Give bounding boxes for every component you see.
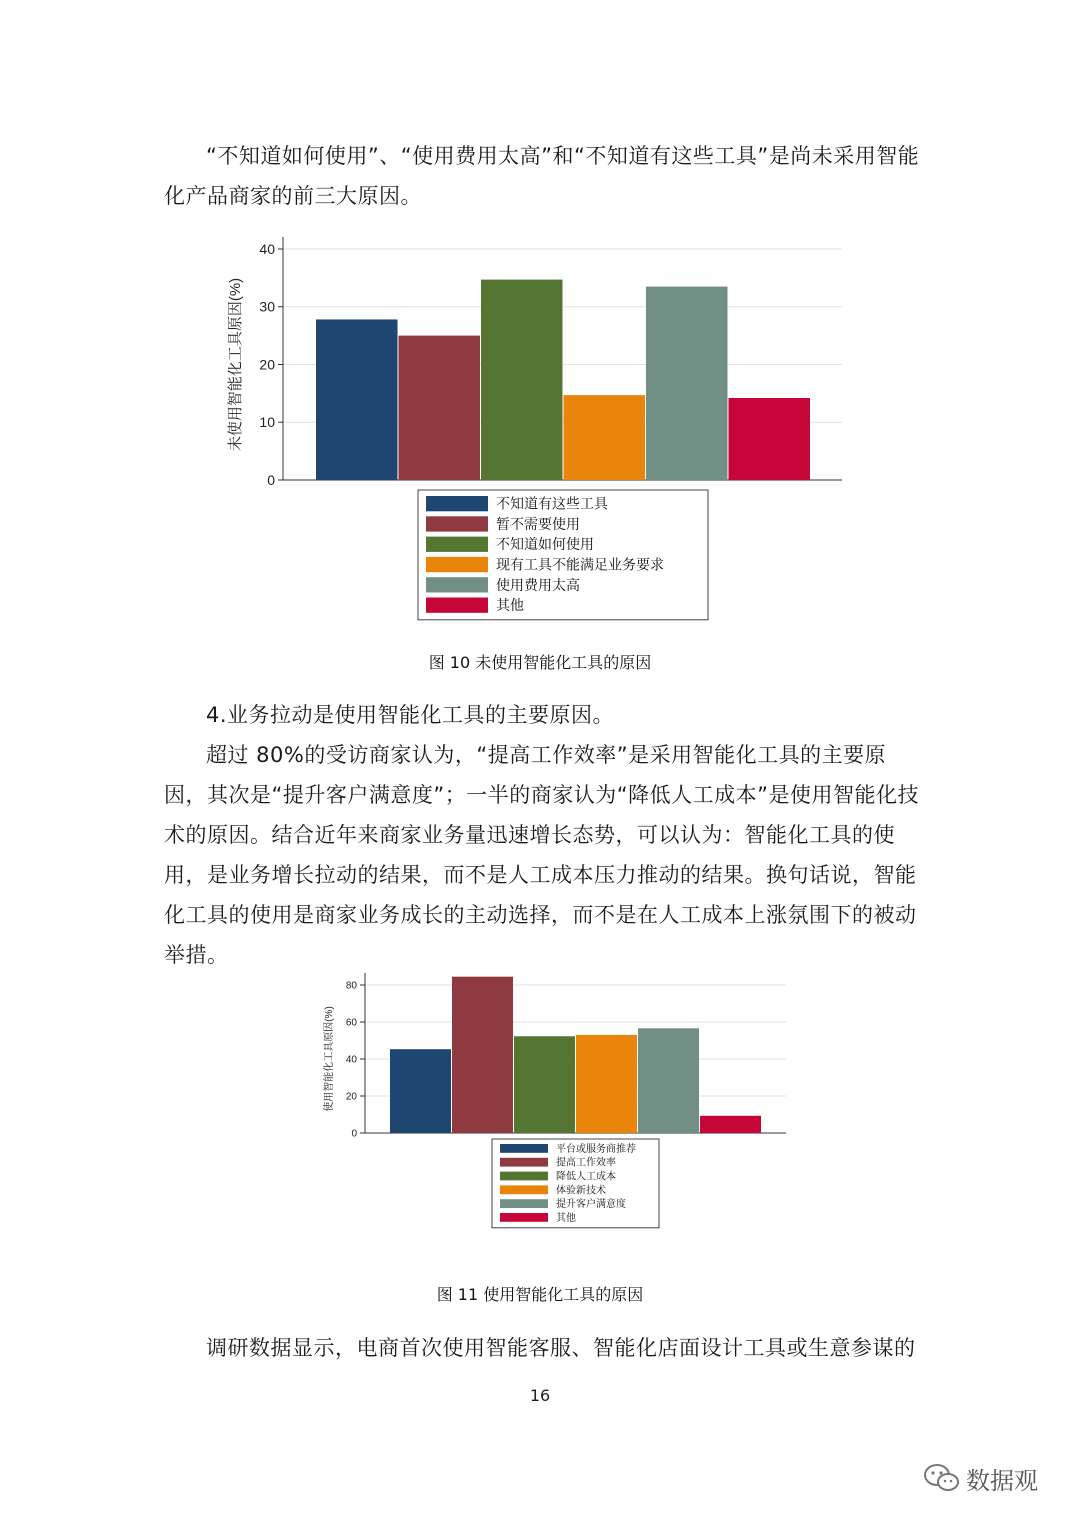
y-tick-label: 30 [259,298,275,315]
body-paragraph: 超过 80%的受访商家认为，“提高工作效率”是采用智能化工具的主要原因，其次是“提升客户满意度”；一半的商家认为“降低人工成本”是使用智能化技术的原因。结合近年来商家业务量迅速增长态势，可以认为：智能化工具的使用，是业务增长拉动的结果，而不是人工成本压力推动的结果。换句话说，智能化工具的使用是商家业务成长的主动选择，而不是在人工成本上涨氛围下的被动举措。 [164,743,920,967]
legend-swatch [426,557,488,572]
y-tick-label: 20 [345,1091,357,1103]
legend-swatch [426,537,488,552]
y-axis-label: 使用智能化工具原因(%) [324,1006,335,1112]
y-tick-label: 10 [259,414,275,431]
y-tick-label: 80 [345,980,357,992]
chart-not-using-reasons [227,237,842,620]
legend-swatch [500,1172,548,1181]
legend-label: 体验新技术 [556,1185,606,1197]
y-tick-label: 60 [345,1017,357,1029]
bar-1 [316,319,398,480]
figure-11-caption: 图 11 使用智能化工具的原因 [436,1285,644,1304]
legend-swatch [500,1213,548,1222]
legend-label: 使用费用太高 [496,577,580,594]
legend-label: 平台或服务商推荐 [556,1143,636,1155]
legend-swatch [500,1158,548,1167]
bar-5 [646,287,728,480]
bar-2 [452,977,513,1133]
legend-swatch [426,496,488,511]
bar-6 [729,398,811,480]
y-tick-label: 20 [259,356,275,373]
watermark [924,1458,1038,1498]
y-tick-label: 40 [259,240,275,257]
legend-label: 现有工具不能满足业务要求 [496,557,664,574]
page-number: 16 [529,1386,551,1405]
chart-using-reasons [322,973,786,1228]
legend-label: 其他 [496,598,524,615]
legend-swatch [500,1199,548,1208]
y-axis-label: 未使用智能化工具原因(%) [227,277,244,452]
bar-4 [564,395,646,480]
section-heading: 4.业务拉动是使用智能化工具的主要原因。 [206,703,615,727]
legend-label: 其他 [556,1212,576,1224]
y-tick-label: 40 [345,1054,357,1066]
wechat-icon [924,1463,960,1493]
bar-3 [481,280,563,480]
bar-2 [399,336,481,480]
legend-swatch [426,577,488,592]
legend-label: 提高工作效率 [556,1157,616,1169]
legend-swatch [500,1185,548,1194]
legend-swatch [426,598,488,613]
figure-10-caption: 图 10 未使用智能化工具的原因 [428,653,652,672]
legend-label: 提升客户满意度 [556,1199,626,1211]
y-tick-label: 0 [351,1128,357,1140]
legend-swatch [426,516,488,531]
bar-4 [576,1035,637,1133]
intro-paragraph: “不知道如何使用”、“使用费用太高”和“不知道有这些工具”是尚未采用智能化产品商家的前三大原因。 [164,144,920,208]
bar-5 [638,1028,699,1133]
legend-swatch [500,1144,548,1153]
legend-label: 降低人工成本 [556,1171,616,1183]
y-tick-label: 0 [267,471,275,488]
bar-1 [390,1049,451,1133]
closing-paragraph: 调研数据显示，电商首次使用智能客服、智能化店面设计工具或生意参谋的 [206,1336,916,1360]
legend-label: 暂不需要使用 [496,516,580,533]
watermark-text: 数据观 [966,1466,1038,1495]
legend-label: 不知道如何使用 [496,537,594,554]
bar-3 [514,1036,575,1133]
bar-6 [700,1116,761,1133]
legend-label: 不知道有这些工具 [496,496,608,513]
